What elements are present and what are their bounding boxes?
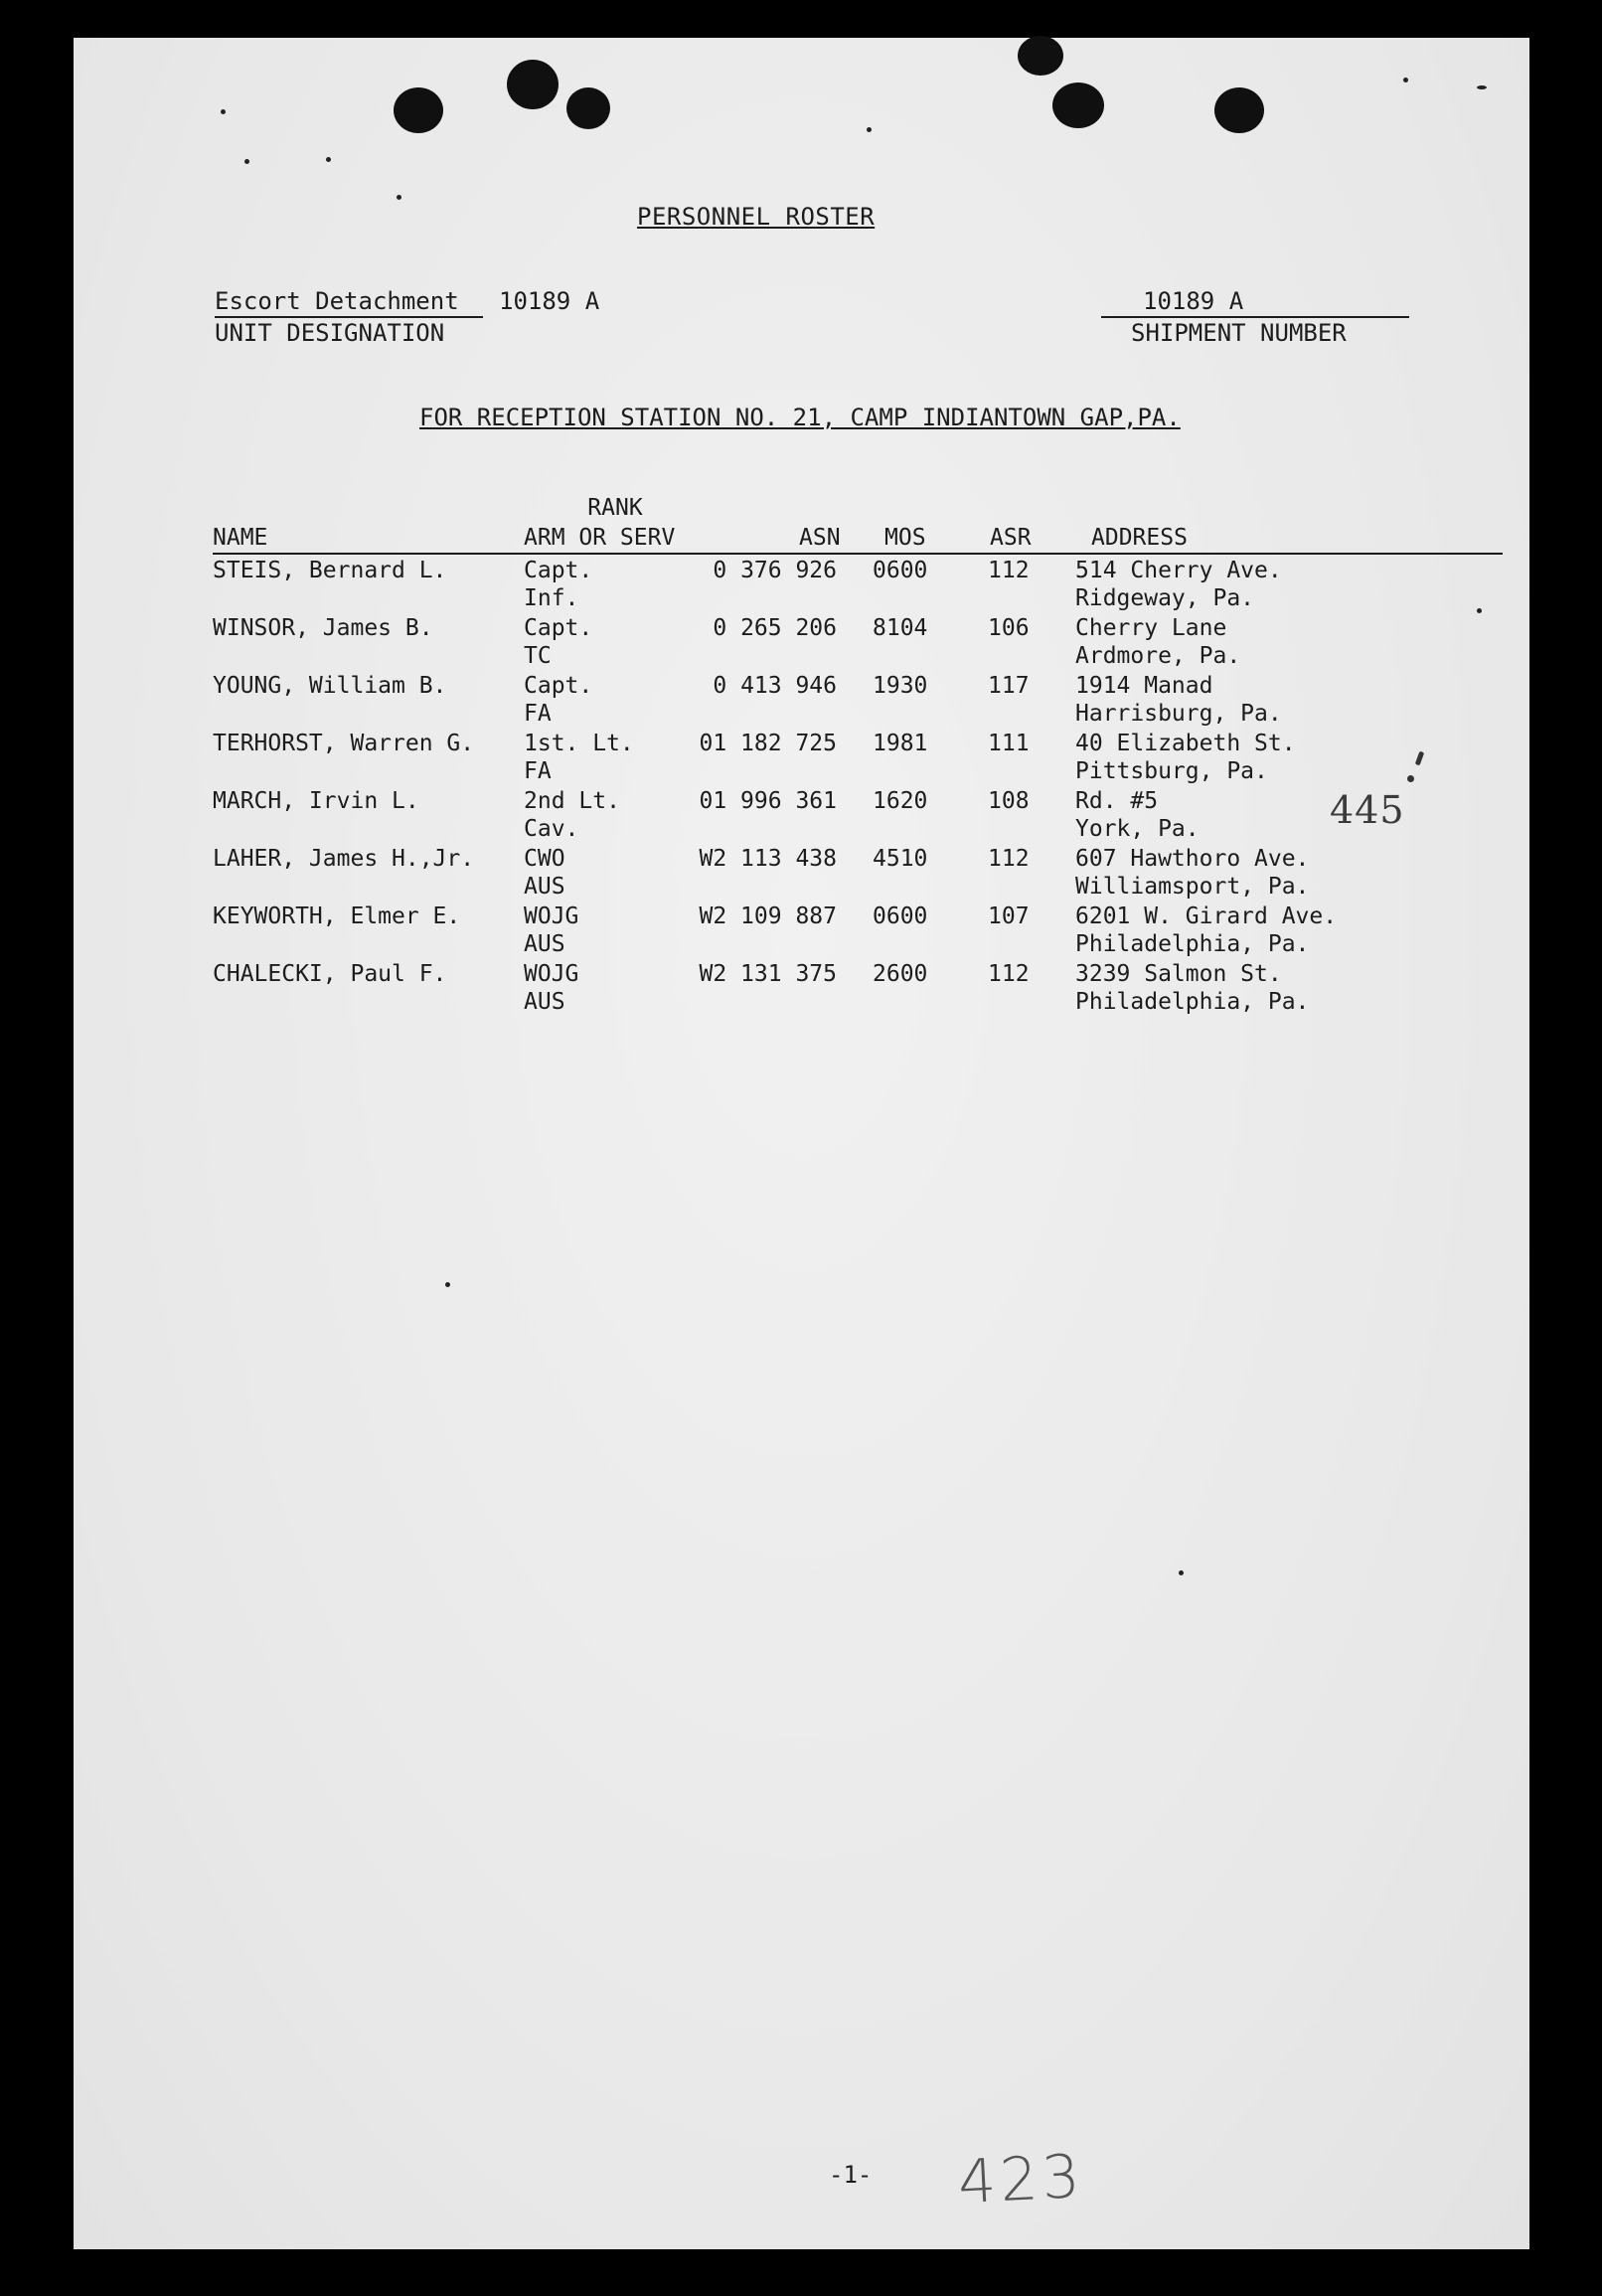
- ink-speck: [326, 157, 331, 162]
- person-mos: 2600: [873, 961, 928, 987]
- person-address: 607 Hawthoro Ave. Williamsport, Pa.: [1075, 846, 1310, 900]
- header-address: ADDRESS: [1091, 525, 1188, 551]
- person-address: 514 Cherry Ave. Ridgeway, Pa.: [1075, 558, 1282, 611]
- punch-hole: [507, 60, 559, 109]
- shipment-number-value: 10189 A: [1101, 286, 1409, 318]
- handwritten-number: 423: [956, 2141, 1086, 2218]
- person-rank: Capt. TC: [524, 615, 593, 669]
- person-asn: W2 131 375: [699, 961, 837, 987]
- ink-speck: [397, 195, 401, 200]
- person-address: Rd. #5 York, Pa.: [1075, 788, 1200, 842]
- person-rank: Capt. Inf.: [524, 558, 593, 611]
- person-name: LAHER, James H.,Jr.: [213, 846, 475, 872]
- roster-table: [213, 557, 1505, 1018]
- unit-name: Escort Detachment: [215, 286, 483, 318]
- unit-value: 10189 A: [499, 287, 600, 315]
- unit-designation: [215, 286, 599, 348]
- ink-speck: [867, 127, 872, 132]
- person-mos: 1981: [873, 731, 928, 756]
- person-mos: 1620: [873, 788, 928, 814]
- person-asr: 117: [988, 673, 1030, 699]
- table-row: [213, 960, 1505, 1018]
- document-page: [74, 38, 1529, 2249]
- person-rank: 1st. Lt. FA: [524, 731, 634, 784]
- person-address: 6201 W. Girard Ave. Philadelphia, Pa.: [1075, 903, 1338, 957]
- table-row: [213, 557, 1505, 614]
- person-rank: CWO AUS: [524, 846, 565, 900]
- person-asn: 01 996 361: [699, 788, 837, 814]
- person-mos: 1930: [873, 673, 928, 699]
- page-number: -1-: [829, 2161, 873, 2189]
- person-name: KEYWORTH, Elmer E.: [213, 903, 461, 929]
- person-mos: 0600: [873, 903, 928, 929]
- pencil-mark: [1407, 775, 1414, 782]
- person-asn: W2 109 887: [699, 903, 837, 929]
- ink-speck: [1477, 85, 1487, 89]
- person-asn: 01 182 725: [699, 731, 837, 756]
- person-asr: 112: [988, 558, 1030, 583]
- roster-header: [213, 455, 1503, 555]
- person-mos: 0600: [873, 558, 928, 583]
- table-row: [213, 902, 1505, 960]
- person-asn: 0 376 926: [713, 558, 837, 583]
- table-row: [213, 614, 1505, 672]
- person-name: MARCH, Irvin L.: [213, 788, 419, 814]
- person-name: WINSOR, James B.: [213, 615, 433, 641]
- header-name: NAME: [213, 525, 268, 551]
- table-row: [213, 787, 1505, 845]
- punch-hole: [1052, 82, 1104, 128]
- person-name: CHALECKI, Paul F.: [213, 961, 447, 987]
- shipment-number-block: [1101, 286, 1409, 348]
- ink-speck: [244, 159, 249, 164]
- punch-hole: [1018, 36, 1063, 76]
- person-name: YOUNG, William B.: [213, 673, 447, 699]
- ink-speck: [1403, 78, 1408, 82]
- table-row: [213, 730, 1505, 787]
- person-mos: 4510: [873, 846, 928, 872]
- person-address: 1914 Manad Harrisburg, Pa.: [1075, 673, 1282, 727]
- ink-speck: [221, 109, 226, 114]
- person-asr: 107: [988, 903, 1030, 929]
- person-asr: 111: [988, 731, 1030, 756]
- person-asr: 108: [988, 788, 1030, 814]
- person-name: TERHORST, Warren G.: [213, 731, 475, 756]
- person-address: 40 Elizabeth St. Pittsburg, Pa.: [1075, 731, 1296, 784]
- shipment-number-label: SHIPMENT NUMBER: [1131, 319, 1347, 347]
- header-asn: ASN: [799, 525, 841, 551]
- header-mos: MOS: [884, 525, 926, 551]
- person-asr: 106: [988, 615, 1030, 641]
- person-asr: 112: [988, 961, 1030, 987]
- person-asr: 112: [988, 846, 1030, 872]
- header-asr: ASR: [990, 525, 1032, 551]
- person-asn: W2 113 438: [699, 846, 837, 872]
- table-row: [213, 845, 1505, 902]
- reception-station-line: FOR RECEPTION STATION NO. 21, CAMP INDIANTOWN GAP,PA.: [419, 404, 1181, 431]
- person-rank: 2nd Lt. Cav.: [524, 788, 620, 842]
- person-address: 3239 Salmon St. Philadelphia, Pa.: [1075, 961, 1310, 1015]
- table-row: [213, 672, 1505, 730]
- person-mos: 8104: [873, 615, 928, 641]
- header-arm-or-serv: ARM OR SERV: [524, 525, 676, 551]
- ink-speck: [445, 1282, 450, 1287]
- stamped-number: 445: [1330, 788, 1405, 832]
- person-asn: 0 265 206: [713, 615, 837, 641]
- person-address: Cherry Lane Ardmore, Pa.: [1075, 615, 1241, 669]
- person-name: STEIS, Bernard L.: [213, 558, 447, 583]
- person-rank: Capt. FA: [524, 673, 593, 727]
- person-asn: 0 413 946: [713, 673, 837, 699]
- punch-hole: [1214, 87, 1264, 133]
- unit-designation-label: UNIT DESIGNATION: [215, 319, 445, 347]
- document-title: PERSONNEL ROSTER: [637, 203, 876, 231]
- punch-hole: [566, 87, 610, 129]
- punch-hole: [394, 87, 443, 133]
- header-rank: RANK: [587, 495, 643, 521]
- person-rank: WOJG AUS: [524, 961, 579, 1015]
- ink-speck: [1179, 1570, 1184, 1575]
- person-rank: WOJG AUS: [524, 903, 579, 957]
